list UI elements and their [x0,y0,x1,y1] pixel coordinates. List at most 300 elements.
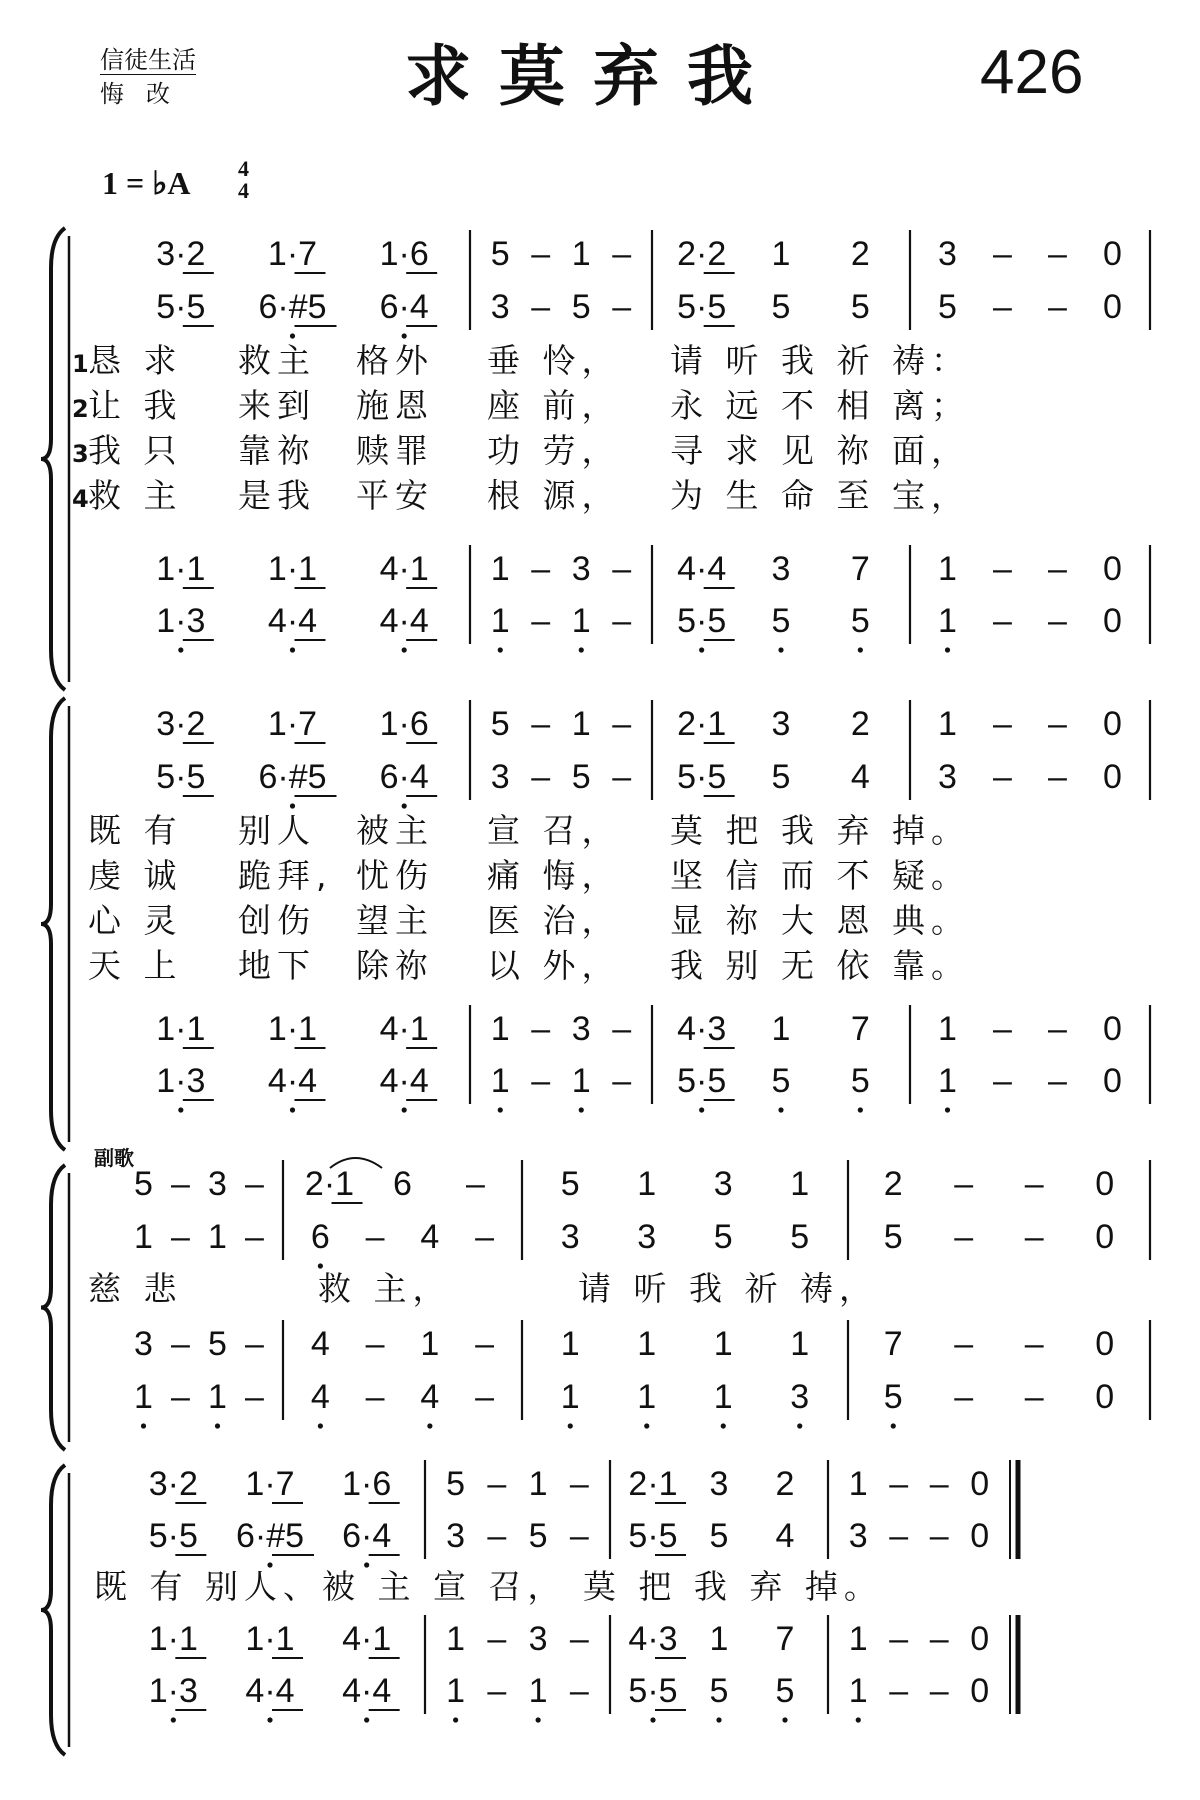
octave-dot [402,647,407,652]
note-group: – [365,1378,385,1416]
note-group: 1 [848,1465,868,1503]
note-group: 1 [528,1465,548,1503]
note-group: 4·4 [245,1672,295,1710]
note-group: 1 [571,705,591,743]
note-group: 4 [310,1378,330,1416]
note-group: 1 [490,550,510,588]
score-system [41,228,1150,690]
note-group: 6·#5 [235,1517,305,1555]
note-group: – [487,1465,507,1503]
octave-dot [579,1107,584,1112]
note-group: 3 [490,288,510,326]
note-group: 1 [446,1620,466,1658]
octave-dot [782,1717,787,1722]
note-group: – [993,235,1012,273]
note-group: 1 [571,602,591,640]
octave-dot [290,647,295,652]
note-group: – [245,1165,264,1203]
note-group: 1·1 [267,1010,318,1048]
note-group: 1 [490,602,510,640]
octave-dot [171,1717,176,1722]
note-group: 2·2 [677,235,727,273]
note-group: 4·4 [342,1672,392,1710]
note-group: 0 [970,1672,990,1710]
time-signature-bottom: 4 [238,178,249,203]
system-brace [41,1465,65,1755]
note-group: 5 [771,1062,791,1100]
note-group: 2·1 [304,1165,355,1203]
note-group: 5 [771,758,791,796]
note-group: – [1048,602,1067,640]
octave-dot [402,803,407,808]
octave-dot [178,1107,183,1112]
note-group: 3 [528,1620,548,1658]
note-group: 3 [208,1165,227,1203]
note-group: 5 [771,288,791,326]
note-group: 1 [490,1062,510,1100]
lyric-text: 靠祢 [238,431,316,470]
note-group: – [993,550,1012,588]
lyric-text: 地下 [238,946,316,985]
note-group: 1·1 [245,1620,295,1658]
lyric-text: 我 只 [88,431,183,470]
note-group: – [245,1378,264,1416]
note-group: – [612,602,632,640]
note-group: 3 [709,1465,729,1503]
note-group: 1·6 [379,705,429,743]
note-group: – [171,1218,190,1256]
note-group: 5·5 [677,758,727,796]
note-group: 4 [775,1517,795,1555]
note-group: 5 [709,1517,729,1555]
lyric-text: 望主 [356,901,434,940]
lyric-text: 平安 [356,476,434,515]
note-group: – [1048,235,1067,273]
note-group: 1 [790,1165,810,1203]
note-group: – [612,550,632,588]
note-group: 3 [571,1010,591,1048]
octave-dot [290,333,295,338]
note-group: – [531,235,551,273]
lyric-text: 寻 求 见 祢 面， [670,431,970,470]
note-group: – [365,1218,385,1256]
note-group: 5 [490,705,510,743]
note-group: 7 [850,550,870,588]
note-group: – [1024,1165,1044,1203]
note-group: 6·4 [379,758,429,796]
note-group: 1·3 [156,1062,206,1100]
note-group: 4·4 [379,1062,429,1100]
note-group: 6 [310,1218,330,1256]
note-group: 3 [134,1325,153,1363]
lyric-text: 显 祢 大 恩 典。 [670,901,970,940]
note-group: – [929,1672,949,1710]
chorus-label: 副歌 [94,1146,134,1170]
score-system [41,1158,1150,1450]
lyric-text: 格外 [356,341,434,380]
note-group: – [475,1218,495,1256]
lyric-text: 除祢 [356,946,434,985]
lyric-text: 创伤 [238,901,316,940]
lyric-text: 永 远 不 相 离； [670,386,970,425]
lyric-text: 救主 [238,341,316,380]
note-group: 5 [713,1218,733,1256]
lyric-text: 请 听 我 祈 祷， [578,1269,878,1308]
note-group: 1 [938,1062,957,1100]
note-group: 4 [420,1218,440,1256]
category-label: 信徒生活 [100,46,196,74]
note-group: 5·5 [156,288,206,326]
verse-number: 2 [72,395,89,423]
system-brace [41,228,65,690]
note-group: – [1048,550,1067,588]
octave-dot [856,1717,861,1722]
note-group: 6·4 [379,288,429,326]
octave-dot [427,1423,432,1428]
note-group: 5·5 [677,288,727,326]
octave-dot [858,1107,863,1112]
note-group: – [954,1325,974,1363]
note-group: – [171,1165,190,1203]
note-group: 3 [446,1517,466,1555]
octave-dot [290,1107,295,1112]
note-group: – [475,1378,495,1416]
note-group: – [993,705,1012,743]
note-group: 1 [713,1325,733,1363]
lyric-text: 以 外， [487,946,621,985]
note-group: 0 [1103,602,1122,640]
note-group: – [889,1517,909,1555]
note-group: – [993,1010,1012,1048]
lyric-text: 救 主， [318,1269,452,1308]
note-group: 1 [938,602,957,640]
note-group: – [487,1620,507,1658]
lyric-text: 忧伤 [356,856,434,895]
note-group: – [929,1517,949,1555]
note-group: 1 [938,550,957,588]
note-group: – [612,758,632,796]
note-group: 4·4 [379,602,429,640]
octave-dot [453,1717,458,1722]
note-group: – [993,288,1012,326]
note-group: 4·1 [342,1620,392,1658]
lyric-text: 请 听 我 祈 祷： [670,341,970,380]
note-group: 1 [713,1378,733,1416]
note-group: 1 [134,1378,153,1416]
note-group: 3 [771,705,791,743]
note-group: 1 [208,1378,227,1416]
note-group: – [171,1378,190,1416]
note-group: 3 [490,758,510,796]
note-group: – [487,1517,507,1555]
note-group: 0 [1103,235,1122,273]
note-group: – [889,1620,909,1658]
note-group: – [993,1062,1012,1100]
lyric-text: 为 生 命 至 宝， [670,476,970,515]
octave-dot [318,1263,323,1268]
note-group: 5 [571,288,591,326]
system-brace [41,1165,65,1450]
note-group: – [889,1465,909,1503]
note-group: 6·4 [342,1517,392,1555]
note-group: – [1048,758,1067,796]
note-group: 1 [637,1325,657,1363]
note-group: 5 [850,1062,870,1100]
note-group: – [569,1517,589,1555]
note-group: 5 [446,1465,466,1503]
note-group: 5 [208,1325,227,1363]
note-group: – [1048,705,1067,743]
note-group: – [475,1325,495,1363]
note-group: 1 [709,1620,729,1658]
note-group: – [1048,1062,1067,1100]
lyric-text: 坚 信 而 不 疑。 [670,856,970,895]
lyric-text: 救 主 [88,476,183,515]
note-group: 1·7 [267,235,318,273]
note-group: – [612,288,632,326]
note-group: – [929,1620,949,1658]
note-group: – [245,1325,264,1363]
note-group: – [171,1325,190,1363]
note-group: 5·5 [156,758,206,796]
note-group: – [531,550,551,588]
note-group: 1 [938,705,957,743]
octave-dot [797,1423,802,1428]
note-group: 0 [1095,1325,1115,1363]
octave-dot [650,1717,655,1722]
note-group: – [954,1165,974,1203]
note-group: – [531,288,551,326]
note-group: 4 [420,1378,440,1416]
lyric-text: 垂 怜， [487,341,621,380]
key-signature: 1 = ♭A [102,165,191,201]
note-group: – [569,1672,589,1710]
lyric-text: 施恩 [356,386,434,425]
note-group: 3 [790,1378,810,1416]
octave-dot [215,1423,220,1428]
note-group: 2 [850,705,870,743]
note-group: 3 [848,1517,868,1555]
note-group: 3 [938,758,957,796]
lyric-text: 心 灵 [88,901,183,940]
note-group: 3 [713,1165,733,1203]
note-group: 1 [848,1620,868,1658]
note-group: 5 [134,1165,153,1203]
note-group: 1·6 [342,1465,392,1503]
verse-number: 4 [72,485,89,513]
lyric-text: 别人 [238,811,316,850]
note-group: 5 [490,235,510,273]
note-group: – [245,1218,264,1256]
note-group: 3·2 [148,1465,198,1503]
note-group: 4·4 [267,602,318,640]
note-group: 1 [571,235,591,273]
note-group: 4 [850,758,870,796]
note-group: 1·1 [148,1620,198,1658]
note-group: 0 [970,1620,990,1658]
note-group: – [889,1672,909,1710]
note-group: 5 [850,602,870,640]
note-group: 4·4 [267,1062,318,1100]
lyric-text: 宣 召， [487,811,621,850]
octave-dot [778,647,783,652]
octave-dot [891,1423,896,1428]
note-group: 2·1 [628,1465,678,1503]
note-group: 3·2 [156,705,206,743]
octave-dot [402,333,407,338]
note-group: – [612,1062,632,1100]
note-group: – [929,1465,949,1503]
note-group: 1 [490,1010,510,1048]
score-system [41,1460,1018,1755]
note-group: 1·1 [156,1010,206,1048]
note-group: 0 [1103,758,1122,796]
system-brace [41,698,65,1150]
note-group: 0 [1095,1165,1115,1203]
note-group: 1·7 [267,705,318,743]
note-group: – [531,1010,551,1048]
note-group: 2 [850,235,870,273]
octave-dot [579,647,584,652]
octave-dot [945,647,950,652]
lyric-text: 既 有 [88,811,183,850]
note-group: 5·5 [628,1517,678,1555]
note-group: 3 [560,1218,580,1256]
note-group: 1 [528,1672,548,1710]
octave-dot [778,1107,783,1112]
octave-dot [402,1107,407,1112]
note-group: – [487,1672,507,1710]
note-group: 0 [1103,1062,1122,1100]
score-system [41,698,1150,1150]
note-group: 2 [883,1165,903,1203]
note-group: 5 [775,1672,795,1710]
note-group: – [993,602,1012,640]
note-group: 1 [848,1672,868,1710]
note-group: – [1024,1218,1044,1256]
note-group: 1 [560,1325,580,1363]
note-group: 7 [850,1010,870,1048]
hymn-number: 426 [980,38,1084,107]
note-group: 1 [446,1672,466,1710]
note-group: 1·7 [245,1465,295,1503]
octave-dot [364,1717,369,1722]
octave-dot [644,1423,649,1428]
lyric-text: 我 别 无 依 靠。 [670,946,970,985]
note-group: 1 [938,1010,957,1048]
note-group: 0 [970,1465,990,1503]
note-group: 1·1 [267,550,318,588]
note-group: 1·6 [379,235,429,273]
note-group: – [1024,1325,1044,1363]
lyric-text: 是我 [238,476,316,515]
note-group: 7 [775,1620,795,1658]
note-group: 1 [208,1218,227,1256]
subcategory-label: 悔改 [100,80,192,108]
note-group: 0 [1095,1378,1115,1416]
octave-dot [318,1423,323,1428]
note-group: 1 [790,1325,810,1363]
lyric-text: 莫 把 我 弃 掉。 [670,811,970,850]
lyric-text: 根 源， [487,476,621,515]
note-group: 0 [1103,705,1122,743]
note-group: 6·#5 [258,288,327,326]
verse-number: 3 [72,440,89,468]
lyric-text: 来到 [238,386,316,425]
note-group: 7 [883,1325,903,1363]
note-group: – [365,1325,385,1363]
octave-dot [945,1107,950,1112]
note-group: 3·2 [156,235,206,273]
note-group: 1·3 [156,602,206,640]
note-group: – [954,1218,974,1256]
note-group: – [531,602,551,640]
note-group: – [569,1620,589,1658]
note-group: 5 [883,1378,903,1416]
note-group: 1 [637,1165,657,1203]
lyric-text: 慈 悲 [88,1269,183,1308]
note-group: 5·5 [677,602,727,640]
note-group: 4·3 [677,1010,727,1048]
note-group: – [612,705,632,743]
note-group: 3 [571,550,591,588]
octave-dot [568,1423,573,1428]
note-group: – [1024,1378,1044,1416]
note-group: 1 [420,1325,440,1363]
note-group: 5 [709,1672,729,1710]
lyric-text: 虔 诚 [88,856,183,895]
lyric-text: 让 我 [88,386,183,425]
octave-dot [141,1423,146,1428]
time-signature-top: 4 [238,156,249,181]
note-group: 2·1 [677,705,727,743]
lyric-text: 既 有 别人、被 主 宣 召， 莫 把 我 弃 掉。 [94,1567,883,1606]
note-group: – [993,758,1012,796]
note-group: – [612,235,632,273]
note-group: – [1048,1010,1067,1048]
note-group: 6 [393,1165,412,1203]
octave-dot [721,1423,726,1428]
note-group: – [612,1010,632,1048]
note-group: 5 [883,1218,903,1256]
note-group: 0 [970,1517,990,1555]
lyric-text: 赎罪 [356,431,434,470]
octave-dot [699,647,704,652]
note-group: 5 [790,1218,810,1256]
lyric-text: 功 劳， [487,431,621,470]
note-group: 1·3 [148,1672,198,1710]
note-group: 1 [560,1378,580,1416]
lyric-text: 恳 求 [88,341,183,380]
note-group: 5 [560,1165,580,1203]
note-group: 5·5 [628,1672,678,1710]
note-group: 5 [571,758,591,796]
note-group: 5 [938,288,957,326]
lyric-text: 座 前， [487,386,621,425]
octave-dot [536,1717,541,1722]
note-group: 4 [310,1325,330,1363]
lyric-text: 被主 [356,811,434,850]
octave-dot [498,1107,503,1112]
note-group: – [1048,288,1067,326]
note-group: 0 [1103,1010,1122,1048]
note-group: 3 [938,235,957,273]
note-group: 1 [571,1062,591,1100]
note-group: – [531,758,551,796]
note-group: 5 [528,1517,548,1555]
note-group: 4·3 [628,1620,678,1658]
note-group: – [531,705,551,743]
